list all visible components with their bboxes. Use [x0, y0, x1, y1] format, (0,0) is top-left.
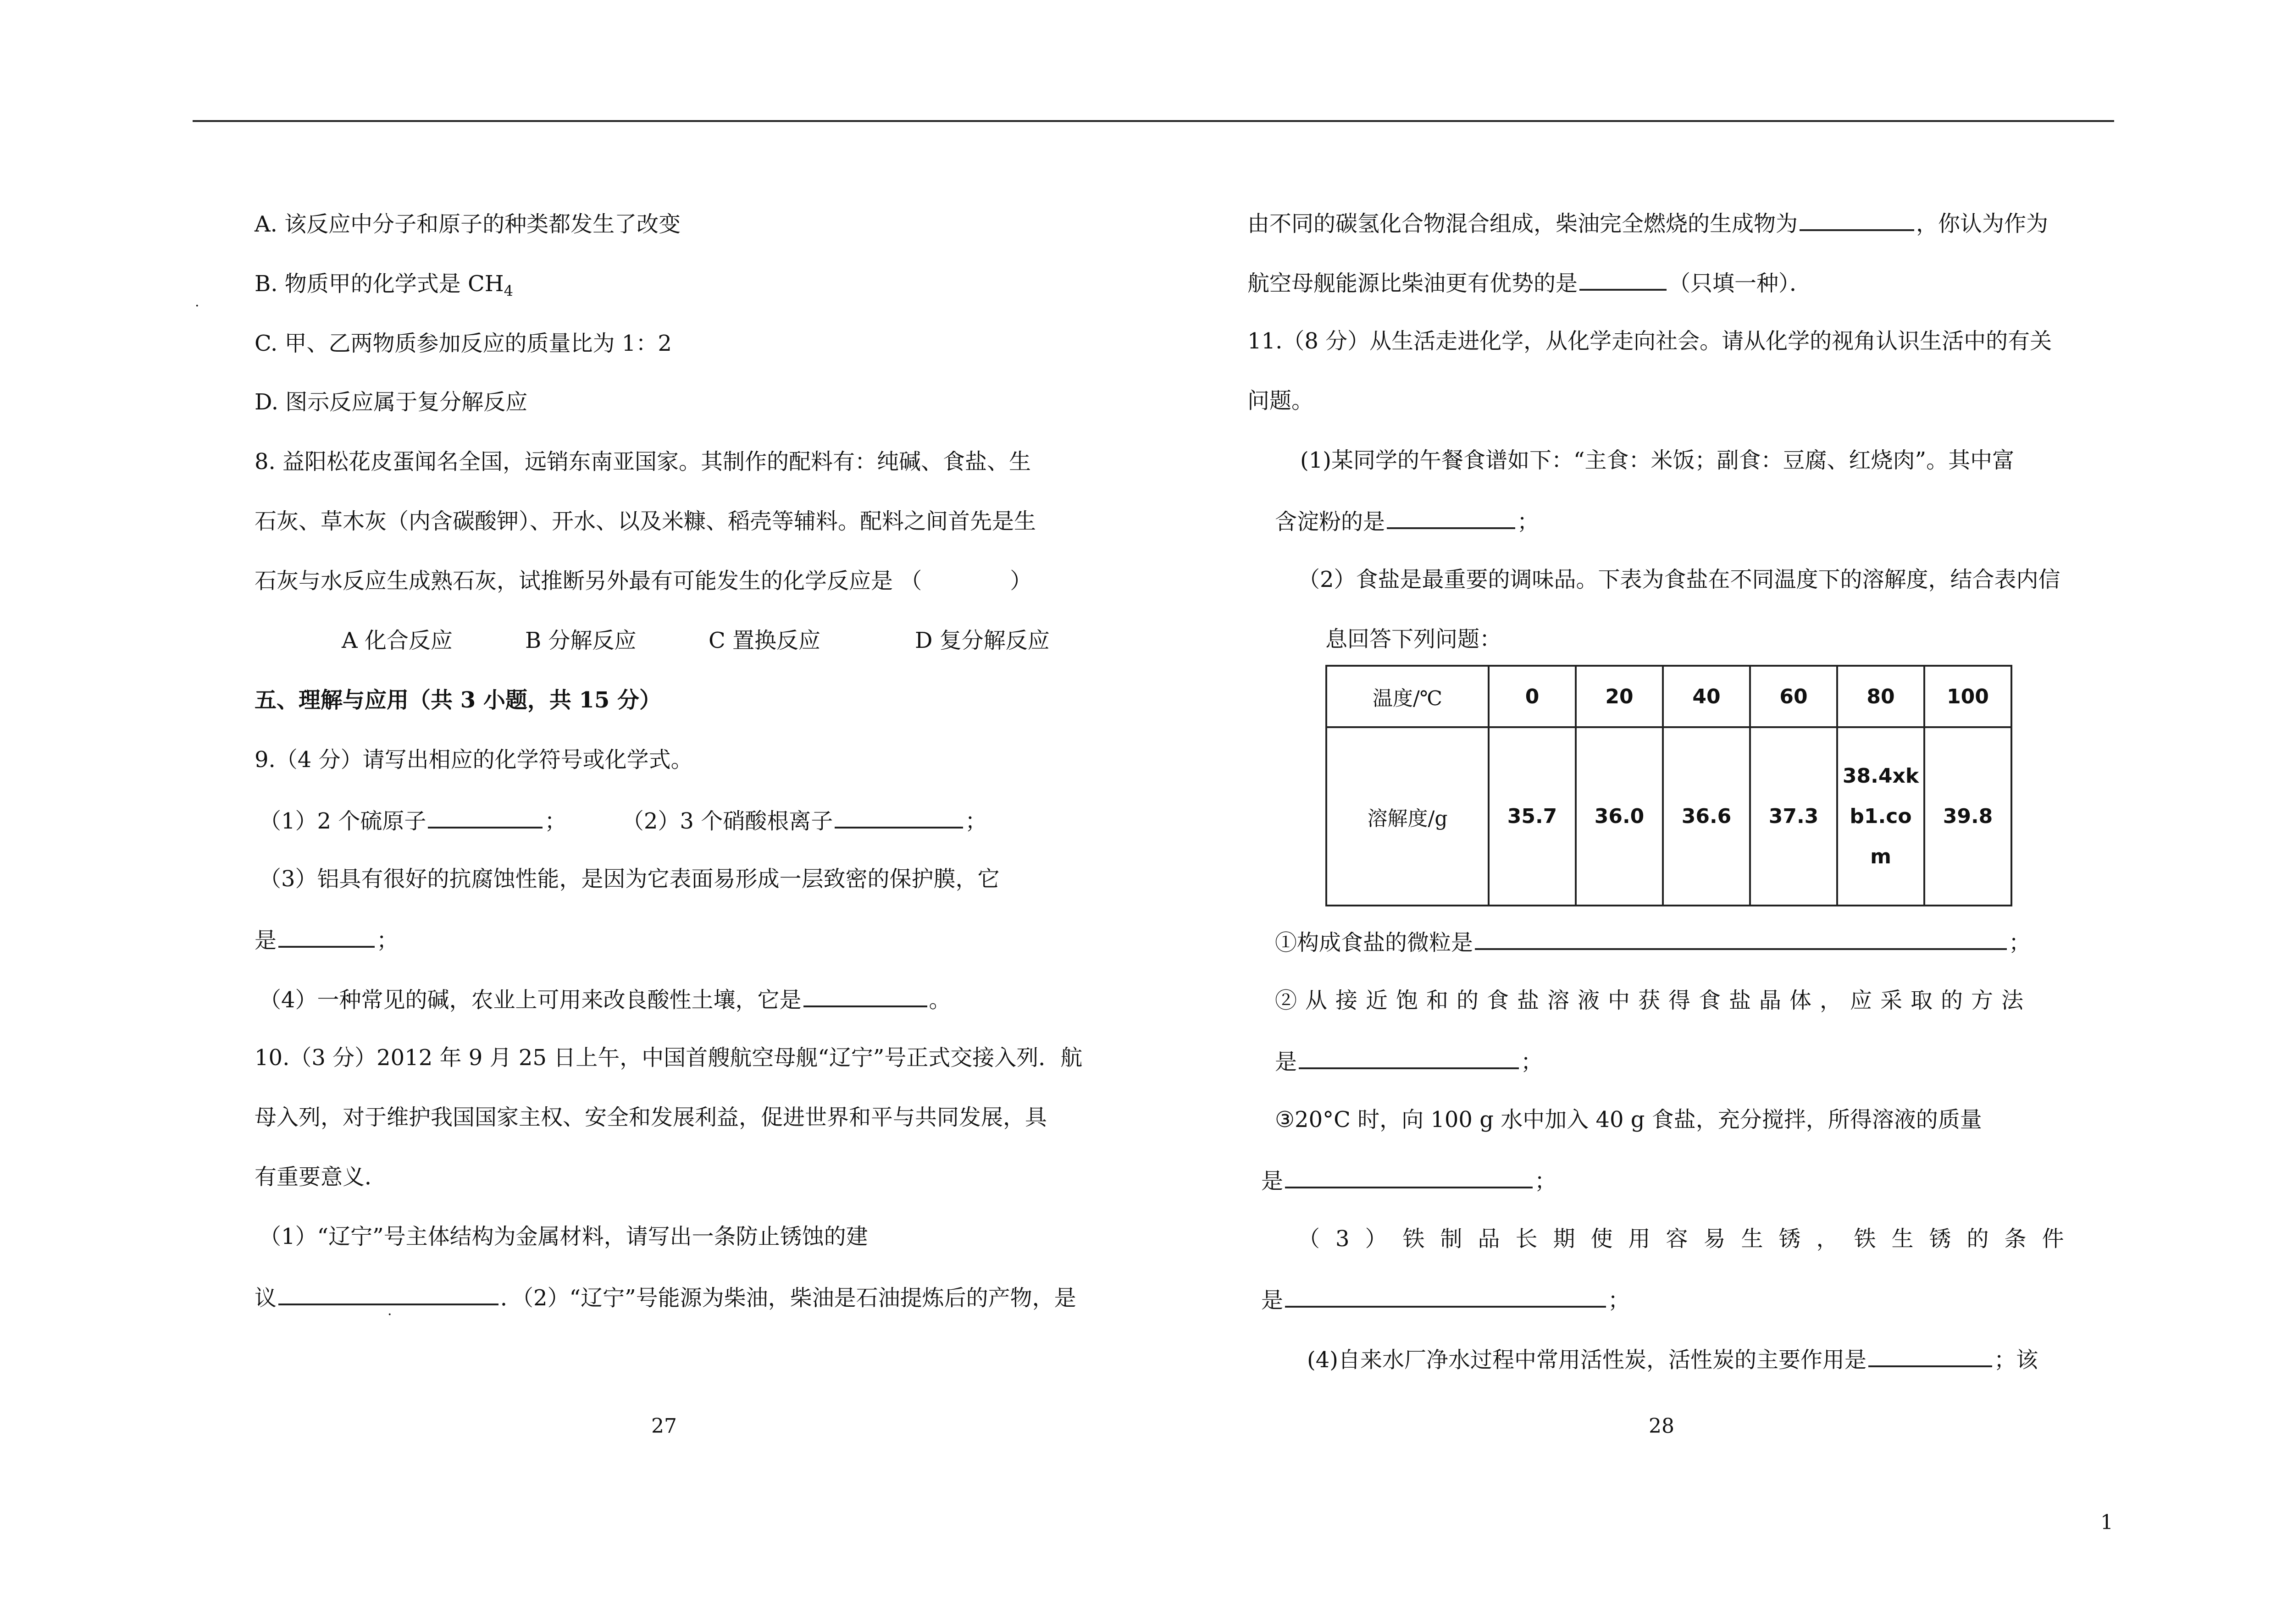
- q11-part-1-line-2: [1275, 509, 1539, 533]
- q8-line-3: 石灰与水反应生成熟石灰，试推断另外最有可能发生的化学反应是 （ ）: [255, 568, 1032, 594]
- q9-part-3-line-1: （3）铝具有很好的抗腐蚀性能，是因为它表面易形成一层致密的保护膜，它: [259, 866, 1000, 892]
- q11-part-3-end: ；: [1608, 1287, 1630, 1313]
- q11-part-1-end: ；: [1517, 509, 1540, 535]
- section-5-heading: 五、理解与应用（共 3 小题，共 15 分）: [255, 687, 662, 713]
- q11-sub-3-lead: 是: [1261, 1168, 1284, 1194]
- page-number-left: 27: [651, 1414, 677, 1438]
- temperature-cell: 80: [1837, 666, 1924, 727]
- q7-option-b: [255, 273, 513, 298]
- q11-sub-3-end: ；: [1534, 1168, 1557, 1194]
- q11-part-4-label: (4)自来水厂净水过程中常用活性炭，活性炭的主要作用是: [1307, 1347, 1867, 1373]
- solubility-cell: 37.3: [1750, 727, 1837, 906]
- q11-part-2-line-1: （2）食盐是最重要的调味品。下表为食盐在不同温度下的溶解度，结合表内信: [1298, 567, 2060, 592]
- q8-choice-b: B 分解反应: [525, 628, 637, 653]
- q7-option-a: A. 该反应中分子和原子的种类都发生了改变: [255, 211, 681, 237]
- q9-part-1-label: （1）2 个硫原子: [259, 808, 426, 834]
- q11-part-2-line-2: 息回答下列问题：: [1325, 626, 1502, 652]
- q10-line-5-rest: ．（2）“辽宁”号能源为柴油，柴油是石油提炼后的产物，是: [500, 1285, 1076, 1311]
- sheet-number: 1: [2100, 1511, 2113, 1534]
- q11-sub-1-end: ；: [2009, 930, 2031, 956]
- q11-part-1-line-1: (1)某同学的午餐食谱如下：“主食：米饭；副食：豆腐、红烧肉”。其中富: [1300, 447, 2015, 473]
- q10-line-5: [255, 1285, 1076, 1309]
- stray-dot: ·: [388, 1307, 392, 1323]
- q8-choice-c: C 置换反应: [709, 628, 820, 653]
- answer-blank-q9-3[interactable]: [278, 928, 375, 948]
- q11-part-4-end: ；该: [1994, 1347, 2038, 1373]
- temperature-cell: 0: [1489, 666, 1576, 727]
- q10-continued-text-1: 由不同的碳氢化合物混合组成，柴油完全燃烧的生成物为: [1247, 211, 1798, 237]
- answer-blank-q9-2[interactable]: [835, 808, 963, 829]
- q8-choice-a: A 化合反应: [342, 628, 453, 653]
- q8-choices: [342, 630, 1050, 652]
- q9-part-3-line-2: [255, 928, 399, 951]
- answer-blank-q11-2c[interactable]: [1285, 1168, 1533, 1188]
- solubility-label-cell: 溶解度/g: [1326, 727, 1489, 906]
- q10-continued-text-2: ，你认为作为: [1916, 211, 2049, 237]
- q11-part-3-line-2: [1261, 1287, 1630, 1311]
- q11-sub-2-line-2: [1275, 1049, 1543, 1073]
- answer-blank-q10-1[interactable]: [278, 1285, 498, 1305]
- page-number-right: 28: [1649, 1414, 1674, 1438]
- solubility-cell: 36.0: [1576, 727, 1663, 906]
- q10-line-3: 有重要意义．: [255, 1164, 387, 1190]
- solubility-cell: 35.7: [1489, 727, 1576, 906]
- q10-continued-text-3: 航空母舰能源比柴油更有优势的是: [1247, 271, 1578, 296]
- q11-part-1-lead: 含淀粉的是: [1275, 509, 1385, 535]
- q8-line-2: 石灰、草木灰（内含碳酸钾）、开水、以及米糠、稻壳等辅料。配料之间首先是生: [255, 508, 1036, 534]
- q11-part-4: [1307, 1347, 2038, 1371]
- solubility-cell: 36.6: [1663, 727, 1750, 906]
- q9-part-2-label: （2）3 个硝酸根离子: [621, 808, 833, 834]
- temperature-cell: 20: [1576, 666, 1663, 727]
- answer-blank-q9-4[interactable]: [803, 987, 927, 1007]
- q7-option-c: C. 甲、乙两物质参加反应的质量比为 1：2: [255, 331, 672, 356]
- q11-part-3-lead: 是: [1261, 1287, 1284, 1313]
- q9-stem: 9.（4 分）请写出相应的化学符号或化学式。: [255, 747, 693, 773]
- stray-dot: ·: [195, 298, 199, 314]
- temperature-cell: 100: [1924, 666, 2011, 727]
- answer-blank-q10-2[interactable]: [1800, 211, 1914, 231]
- solubility-table: [1325, 665, 2012, 906]
- q11-line-1: 11.（8 分）从生活走进化学，从化学走向社会。请从化学的视角认识生活中的有关: [1247, 328, 2052, 354]
- q10-continued-line-1: [1247, 211, 2048, 235]
- answer-blank-q11-1[interactable]: [1387, 509, 1515, 529]
- answer-blank-q11-2b[interactable]: [1299, 1049, 1519, 1069]
- answer-blank-q9-1[interactable]: [428, 808, 543, 829]
- q9-part-4: [259, 987, 951, 1011]
- q8-line-1: 8. 益阳松花皮蛋闻名全国，远销东南亚国家。其制作的配料有：纯碱、食盐、生: [255, 449, 1031, 475]
- q10-line-5-lead: 议: [255, 1285, 277, 1311]
- q10-line-1: 10.（3 分）2012 年 9 月 25 日上午，中国首艘航空母舰“辽宁”号正式交接入列．航: [255, 1045, 1083, 1071]
- q11-sub-1: [1275, 930, 2031, 954]
- table-row-temperature: [1326, 666, 2011, 727]
- q10-continued-line-2: [1247, 271, 1811, 294]
- solubility-cell: 39.8: [1924, 727, 2011, 906]
- q7-option-b-text: B. 物质甲的化学式是 CH: [255, 271, 504, 297]
- table-row-solubility: [1326, 727, 2011, 906]
- q9-part-3-lead: 是: [255, 928, 277, 953]
- q7-option-b-subscript: 4: [504, 282, 513, 300]
- temperature-cell: 40: [1663, 666, 1750, 727]
- q11-part-3-line-1: （3）铁制品长期使用容易生锈，铁生锈的条件: [1298, 1226, 2080, 1252]
- q11-line-2: 问题。: [1247, 388, 1314, 414]
- top-rule: [193, 120, 2114, 122]
- temperature-cell: 60: [1750, 666, 1837, 727]
- q8-choice-d: D 复分解反应: [915, 628, 1050, 653]
- q11-sub-2-end: ；: [1521, 1049, 1543, 1075]
- q11-sub-3-line-1: ③20°C 时，向 100 g 水中加入 40 g 食盐，充分搅拌，所得溶液的质量: [1275, 1107, 1982, 1132]
- answer-blank-q11-2a[interactable]: [1475, 930, 2007, 950]
- q11-sub-2-lead: 是: [1275, 1049, 1297, 1075]
- q9-part-2-end: ；: [965, 808, 987, 834]
- answer-blank-q11-3[interactable]: [1285, 1287, 1606, 1308]
- q9-part-4-end: 。: [929, 987, 951, 1013]
- q10-continued-text-4: （只填一种）．: [1668, 271, 1812, 296]
- q11-sub-3-line-2: [1261, 1168, 1556, 1192]
- q10-line-2: 母入列，对于维护我国国家主权、安全和发展利益，促进世界和平与共同发展，具: [255, 1105, 1047, 1130]
- temperature-label-cell: 温度/℃: [1326, 666, 1489, 727]
- q9-part-4-label: （4）一种常见的碱，农业上可用来改良酸性土壤，它是: [259, 987, 802, 1013]
- answer-blank-q10-3[interactable]: [1579, 271, 1667, 291]
- q9-part-1-end: ；: [544, 808, 567, 834]
- q9-part-1-2: [259, 808, 987, 832]
- answer-blank-q11-4[interactable]: [1868, 1347, 1992, 1367]
- q11-sub-2-line-1: ②从接近饱和的食盐溶液中获得食盐晶体，应采取的方法: [1275, 988, 2032, 1013]
- solubility-cell: 38.4xk b1.co m: [1837, 727, 1924, 906]
- q11-sub-1-label: ①构成食盐的微粒是: [1275, 930, 1473, 956]
- q9-part-3-end: ；: [377, 928, 399, 953]
- q7-option-d: D. 图示反应属于复分解反应: [255, 389, 528, 415]
- q10-line-4: （1）“辽宁”号主体结构为金属材料，请写出一条防止锈蚀的建: [259, 1224, 868, 1249]
